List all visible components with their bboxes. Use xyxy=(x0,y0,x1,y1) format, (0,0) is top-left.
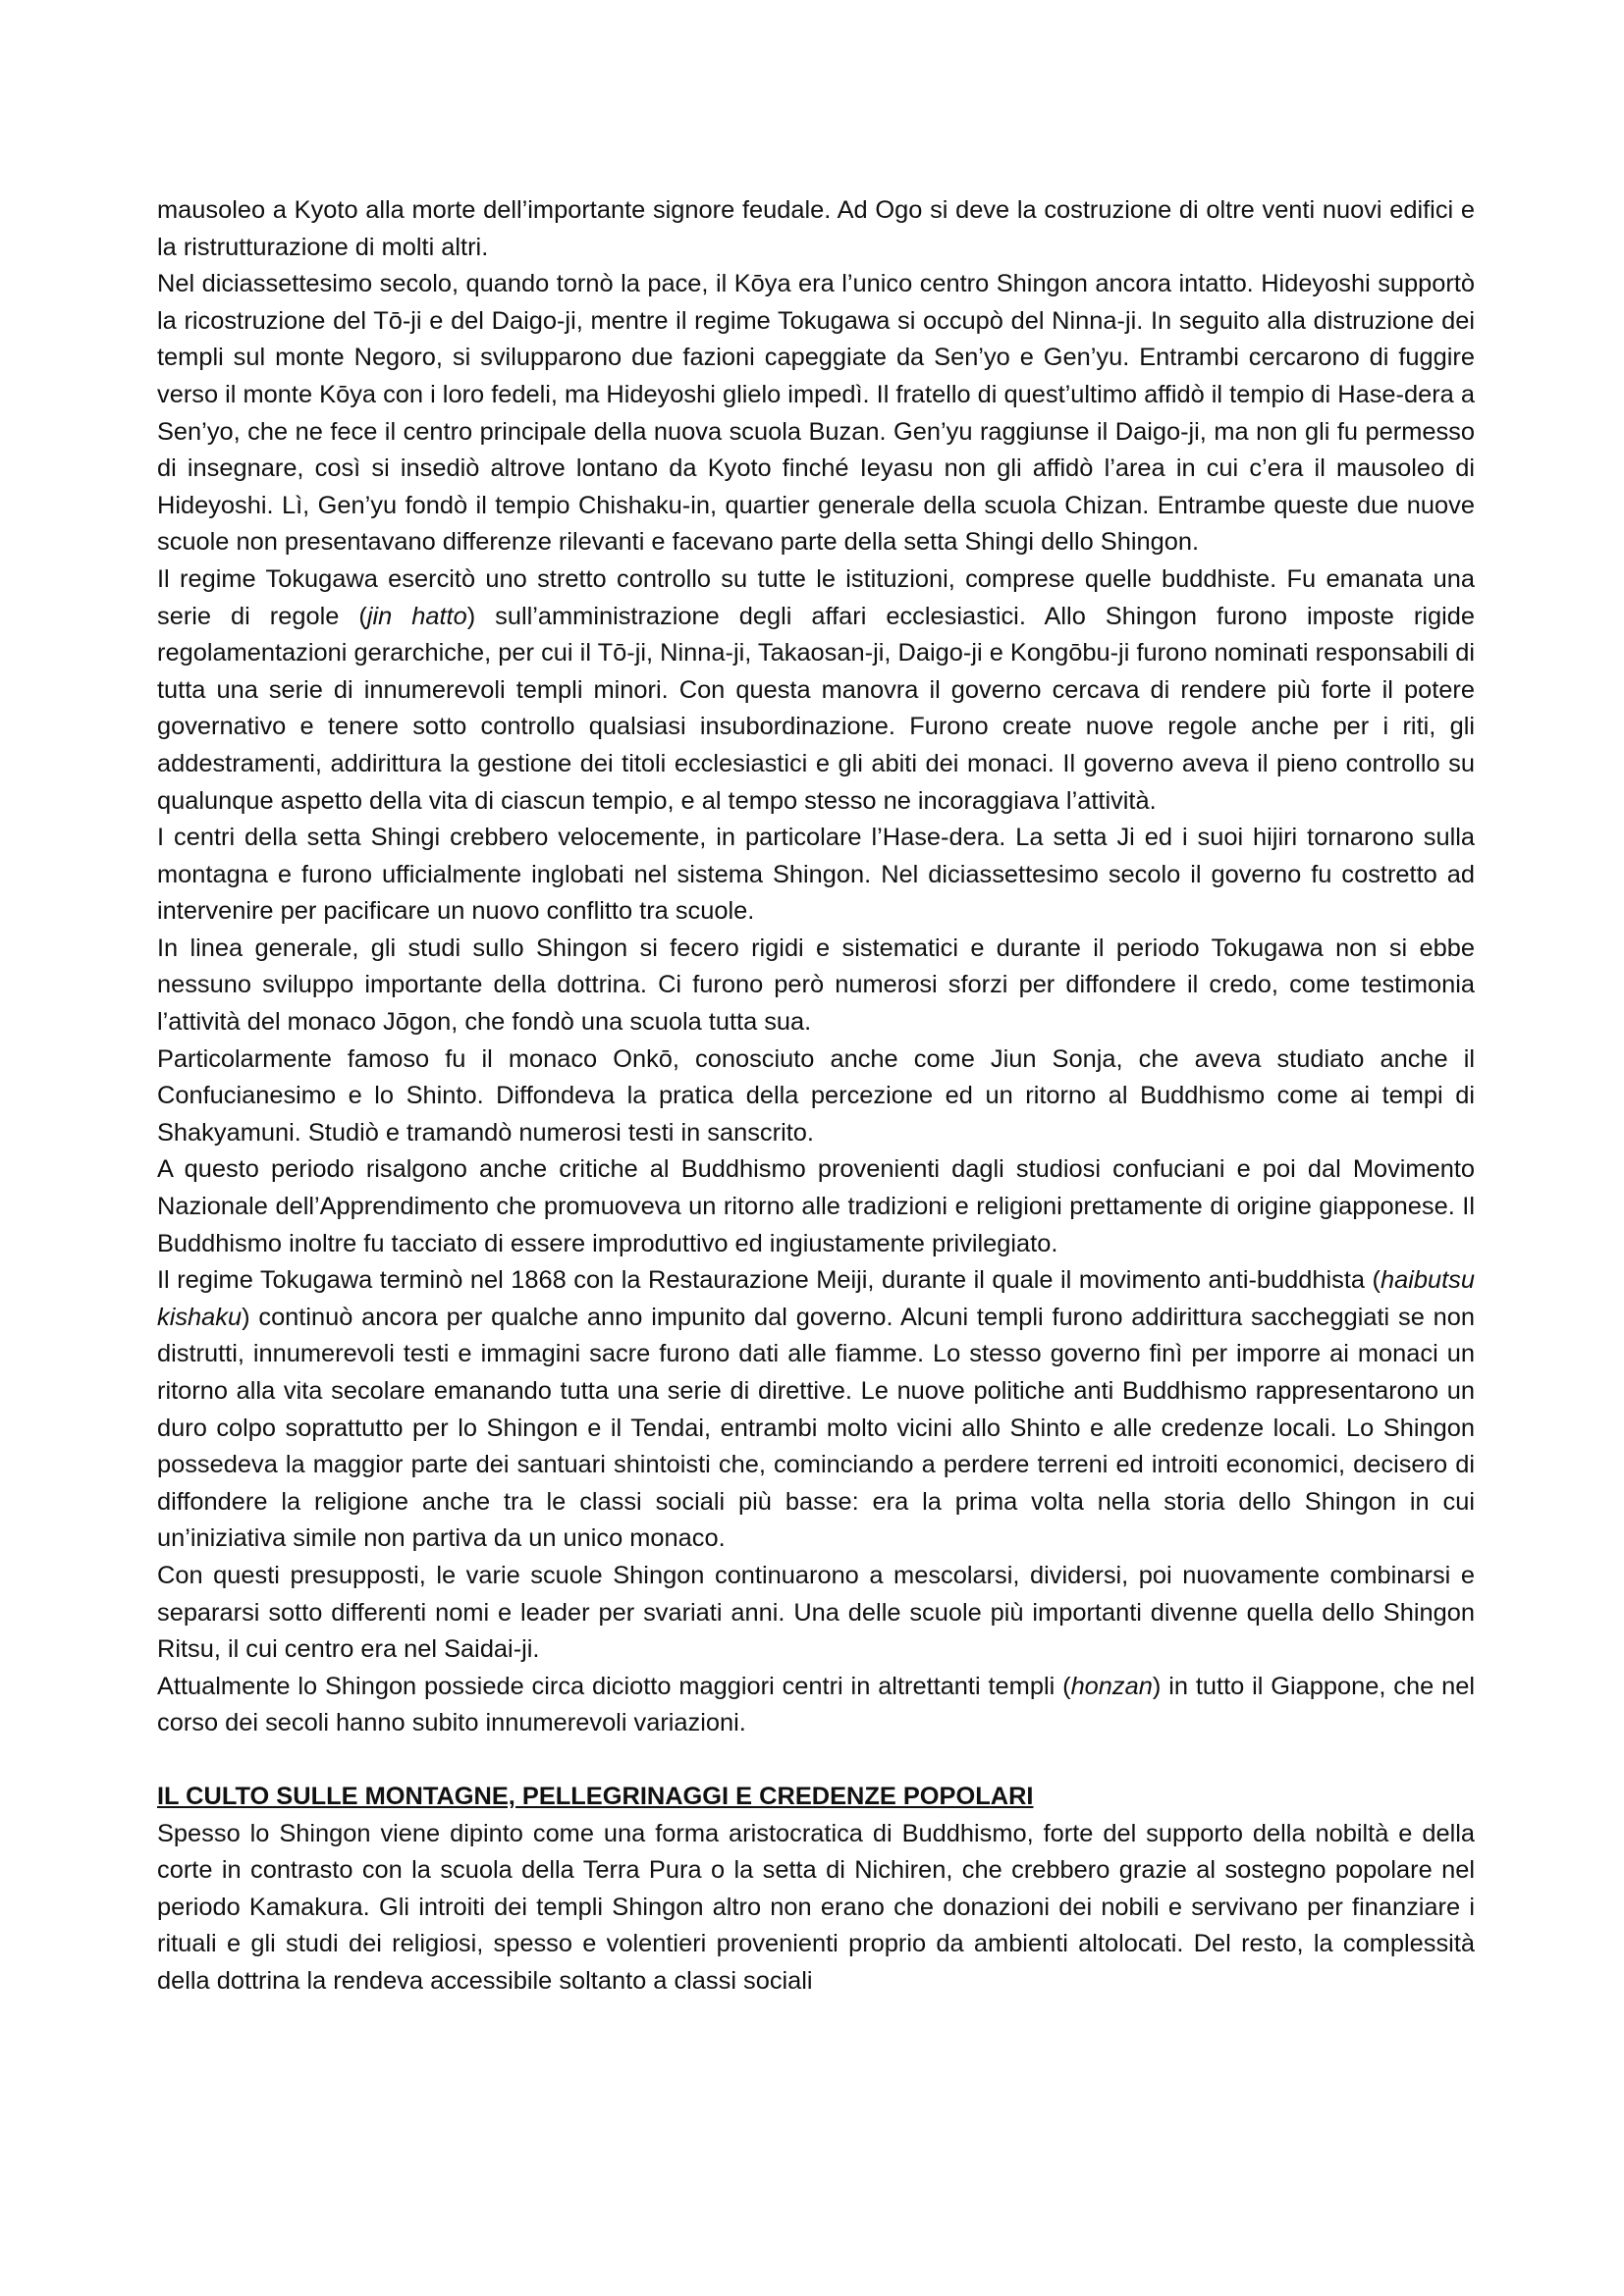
text-run: Con questi presupposti, le varie scuole Shingon continuarono a mescolarsi, dividersi, poi nuovamente combinarsi e separarsi sotto differenti nomi e leader per svariati anni. Una delle scuole più importanti divenne quella dello Shingon Ritsu, il cui centro era nel Saidai-ji. xyxy=(157,1561,1475,1664)
paragraph xyxy=(157,192,1475,266)
paragraph xyxy=(157,1151,1475,1262)
text-run: Spesso lo Shingon viene dipinto come una forma aristocratica di Buddhismo, forte del supporto della nobiltà e della corte in contrasto con la scuola della Terra Pura o la setta di Nichiren, che crebbero grazie al sostegno popolare nel periodo Kamakura. Gli introiti dei templi Shingon altro non erano che donazioni dei nobili e servivano per finanziare i rituali e gli studi dei religiosi, spesso e volentieri provenienti proprio da ambienti altolocati. Del resto, la complessità della dottrina la rendeva accessibile soltanto a classi sociali xyxy=(157,1819,1475,1995)
italic-term: haibutsu kishaku xyxy=(157,1266,1475,1331)
paragraph xyxy=(157,1669,1475,1742)
paragraph xyxy=(157,1041,1475,1152)
body-text xyxy=(157,192,1475,1742)
text-run: I centri della setta Shingi crebbero velocemente, in particolare l’Hase-dera. La setta Ji ed i suoi hijiri tornarono sulla montagna e furono ufficialmente inglobati nel sistema Shingon. Nel diciassettesimo secolo il governo fu costretto ad intervenire per pacificare un nuovo conflitto tra scuole. xyxy=(157,824,1475,926)
paragraph xyxy=(157,1558,1475,1669)
italic-term: jin hatto xyxy=(366,602,467,630)
text-run: Il regime Tokugawa terminò nel 1868 con la Restaurazione Meiji, durante il quale il movimento anti-buddhista ( xyxy=(157,1266,1380,1295)
text-run: ) in tutto il Giappone, che nel corso dei secoli hanno subito innumerevoli variazioni. xyxy=(157,1672,1475,1737)
section-heading: IL CULTO SULLE MONTAGNE, PELLEGRINAGGI E CREDENZE POPOLARI xyxy=(157,1782,1034,1810)
italic-term: honzan xyxy=(1070,1672,1153,1700)
text-run: In linea generale, gli studi sullo Shingon si fecero rigidi e sistematici e durante il periodo Tokugawa non si ebbe nessuno sviluppo importante della dottrina. Ci furono però numerosi sforzi per diffondere il credo, come testimonia l’attività del monaco Jōgon, che fondò una scuola tutta sua. xyxy=(157,934,1475,1037)
paragraph xyxy=(157,931,1475,1041)
text-run: mausoleo a Kyoto alla morte dell’importante signore feudale. Ad Ogo si deve la costruzione di oltre venti nuovi edifici e la ristrutturazione di molti altri. xyxy=(157,196,1475,261)
section-body-text xyxy=(157,1816,1475,2001)
text-run: ) sull’amministrazione degli affari ecclesiastici. Allo Shingon furono imposte rigide regolamentazioni gerarchiche, per cui il Tō-ji, Ninna-ji, Takaosan-ji, Daigo-ji e Kongōbu-ji furono nominati responsabili di tutta una serie di innumerevoli templi minori. Con questa manovra il governo cercava di rendere più forte il potere governativo e tenere sotto controllo qualsiasi insubordinazione. Furono create nuove regole anche per i riti, gli addestramenti, addirittura la gestione dei titoli ecclesiastici e gli abiti dei monaci. Il governo aveva il pieno controllo su qualunque aspetto della vita di ciascun tempio, e al tempo stesso ne incoraggiava l’attività. xyxy=(157,602,1475,815)
paragraph xyxy=(157,1816,1475,2001)
text-run: Nel diciassettesimo secolo, quando tornò la pace, il Kōya era l’unico centro Shingon ancora intatto. Hideyoshi supportò la ricostruzione del Tō-ji e del Daigo-ji, mentre il regime Tokugawa si occupò del Ninna-ji. In seguito alla distruzione dei templi sul monte Negoro, si svilupparono due fazioni capeggiate da Sen’yo e Gen’yu. Entrambi cercarono di fuggire verso il monte Kōya con i loro fedeli, ma Hideyoshi glielo impedì. Il fratello di quest’ultimo affidò il tempio di Hase-dera a Sen’yo, che ne fece il centro principale della nuova scuola Buzan. Gen’yu raggiunse il Daigo-ji, ma non gli fu permesso di insegnare, così si insediò altrove lontano da Kyoto finché Ieyasu non gli affidò l’area in cui c’era il mausoleo di Hideyoshi. Lì, Gen’yu fondò il tempio Chishaku-in, quartier generale della scuola Chizan. Entrambe queste due nuove scuole non presentavano differenze rilevanti e facevano parte della setta Shingi dello Shingon. xyxy=(157,270,1475,557)
text-run: Attualmente lo Shingon possiede circa diciotto maggiori centri in altrettanti templi ( xyxy=(157,1672,1071,1700)
document-page xyxy=(157,192,1475,2001)
paragraph xyxy=(157,266,1475,561)
paragraph xyxy=(157,1262,1475,1558)
text-run: A questo periodo risalgono anche critiche al Buddhismo provenienti dagli studiosi confuciani e poi dal Movimento Nazionale dell’Apprendimento che promuoveva un ritorno alle tradizioni e religioni prettamente di origine giapponese. Il Buddhismo inoltre fu tacciato di essere improduttivo ed ingiustamente privilegiato. xyxy=(157,1155,1475,1257)
text-run: ) continuò ancora per qualche anno impunito dal governo. Alcuni templi furono addirittura saccheggiati se non distrutti, innumerevoli testi e immagini sacre furono dati alle fiamme. Lo stesso governo finì per imporre ai monaci un ritorno alla vita secolare emanando tutta una serie di direttive. Le nuove politiche anti Buddhismo rappresentarono un duro colpo soprattutto per lo Shingon e il Tendai, entrambi molto vicini allo Shinto e alle credenze locali. Lo Shingon possedeva la maggior parte dei santuari shintoisti che, cominciando a perdere terreni ed introiti economici, decisero di diffondere la religione anche tra le classi sociali più basse: era la prima volta nella storia dello Shingon in cui un’iniziativa simile non partiva da un unico monaco. xyxy=(157,1303,1475,1553)
paragraph xyxy=(157,820,1475,931)
text-run: Particolarmente famoso fu il monaco Onkō, conosciuto anche come Jiun Sonja, che aveva studiato anche il Confucianesimo e lo Shinto. Diffondeva la pratica della percezione ed un ritorno al Buddhismo come ai tempi di Shakyamuni. Studiò e tramandò numerosi testi in sanscrito. xyxy=(157,1044,1475,1147)
text-run: Il regime Tokugawa esercitò uno stretto controllo su tutte le istituzioni, comprese quelle buddhiste. Fu emanata una serie di regole ( xyxy=(157,564,1475,630)
paragraph xyxy=(157,561,1475,820)
